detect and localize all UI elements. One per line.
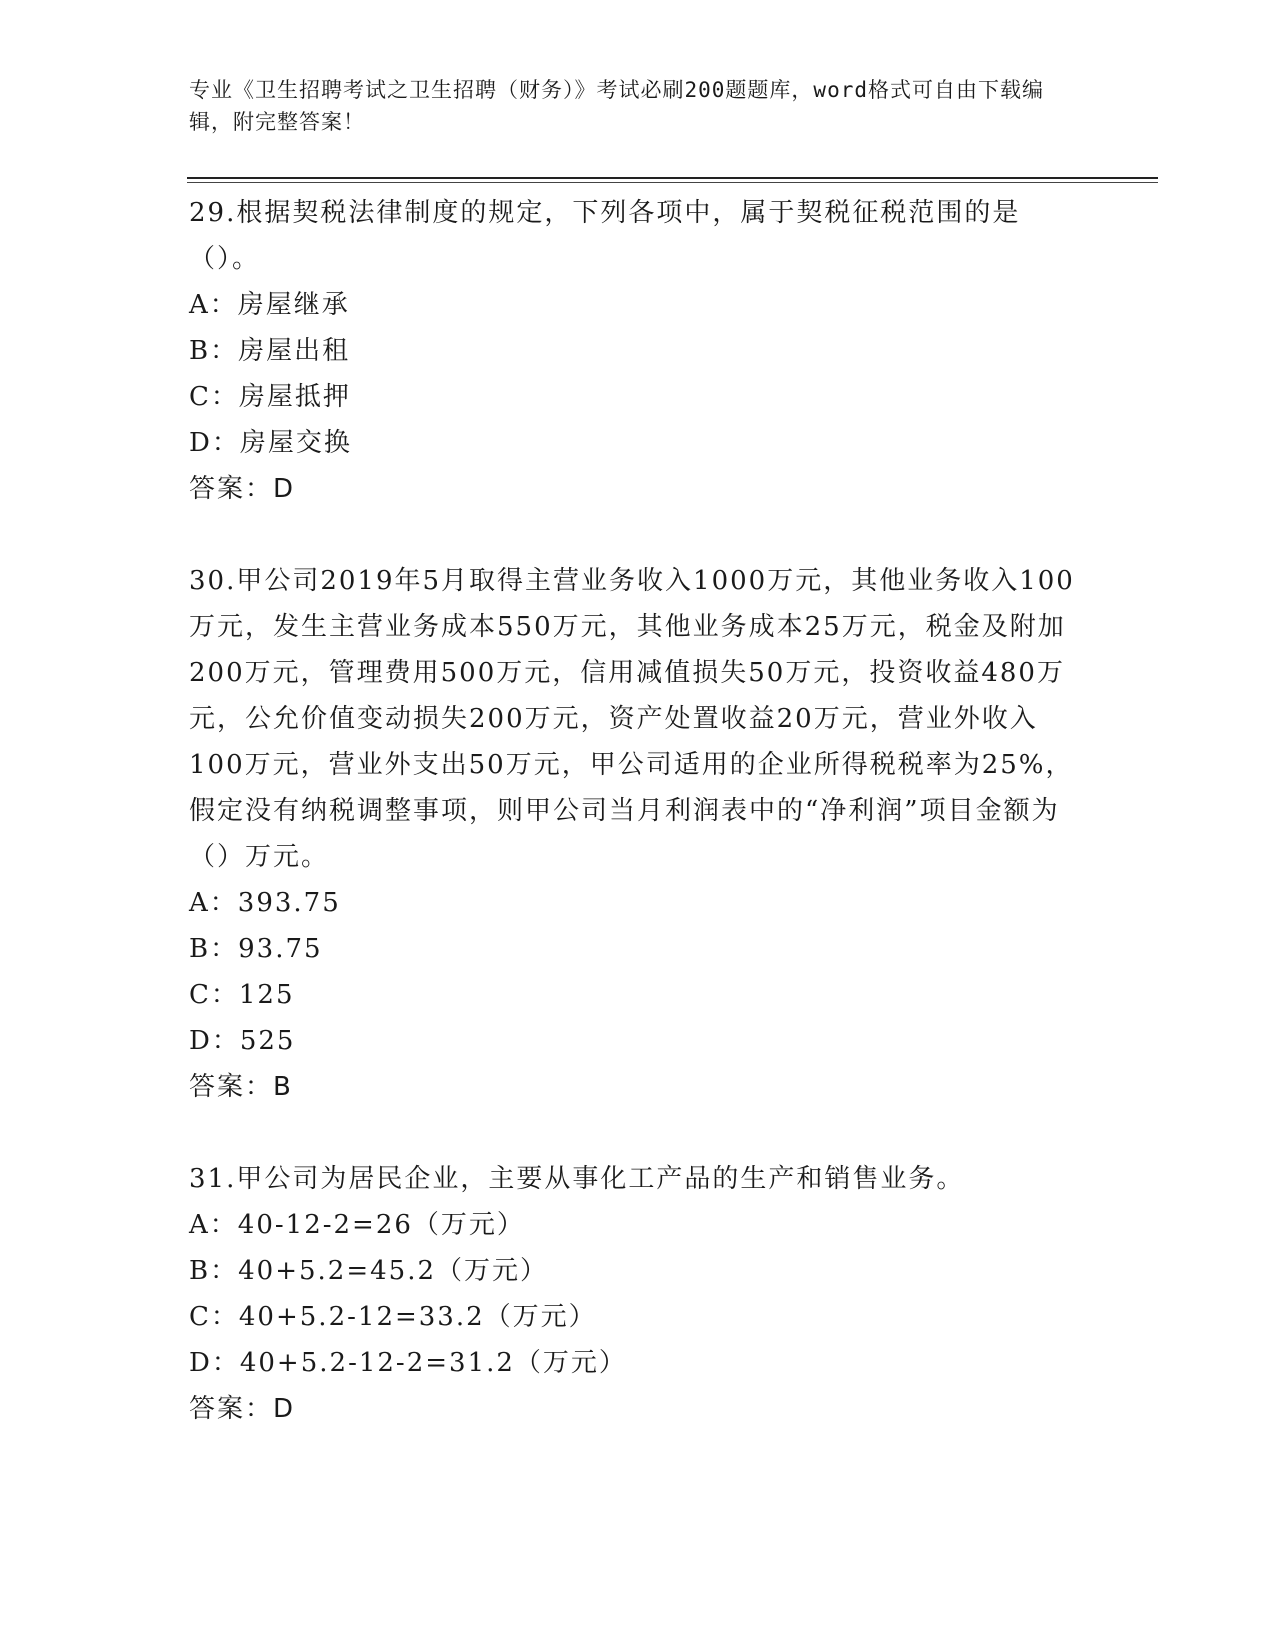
option-b: B：房屋出租: [189, 336, 351, 366]
question-30: [189, 558, 1089, 1110]
option-d: D：525: [189, 1026, 296, 1056]
document-header: 专业《卫生招聘考试之卫生招聘（财务）》考试必刷200题题库，word格式可自由下载编辑，附完整答案！: [189, 78, 1044, 134]
question-text: 30.甲公司2019年5月取得主营业务收入1000万元，其他业务收入100万元，发生主营业务成本550万元，其他业务成本25万元，税金及附加200万元，管理费用500万元，信用减值损失50万元，投资收益480万元，公允价值变动损失200万元，资产处置收益20万元，营业外收入100万元，营业外支出50万元，甲公司适用的企业所得税税率为25%，假定没有纳税调整事项，则甲公司当月利润表中的“净利润”项目金额为（）万元。: [189, 566, 1075, 872]
option-c: C：40+5.2-12=33.2（万元）: [189, 1302, 597, 1332]
question-29: [189, 190, 1089, 512]
option-d: D：40+5.2-12-2=31.2（万元）: [189, 1348, 627, 1378]
header-divider: [187, 177, 1158, 179]
option-a: A：40-12-2=26（万元）: [189, 1210, 525, 1240]
option-b: B：93.75: [189, 934, 323, 964]
option-b: B：40+5.2=45.2（万元）: [189, 1256, 549, 1286]
option-a: A：房屋继承: [189, 290, 350, 320]
header-divider-thin: [187, 182, 1158, 183]
option-c: C：125: [189, 980, 295, 1010]
question-text: 29.根据契税法律制度的规定，下列各项中，属于契税征税范围的是（）。: [189, 198, 1021, 274]
question-text: 31.甲公司为居民企业，主要从事化工产品的生产和销售业务。: [189, 1164, 965, 1194]
answer: 答案：D: [189, 474, 296, 504]
question-31: [189, 1156, 1089, 1432]
answer: 答案：D: [189, 1394, 296, 1424]
option-d: D：房屋交换: [189, 428, 352, 458]
answer: 答案：B: [189, 1072, 293, 1102]
option-c: C：房屋抵押: [189, 382, 351, 412]
question-list: [189, 190, 1089, 1432]
option-a: A：393.75: [189, 888, 341, 918]
